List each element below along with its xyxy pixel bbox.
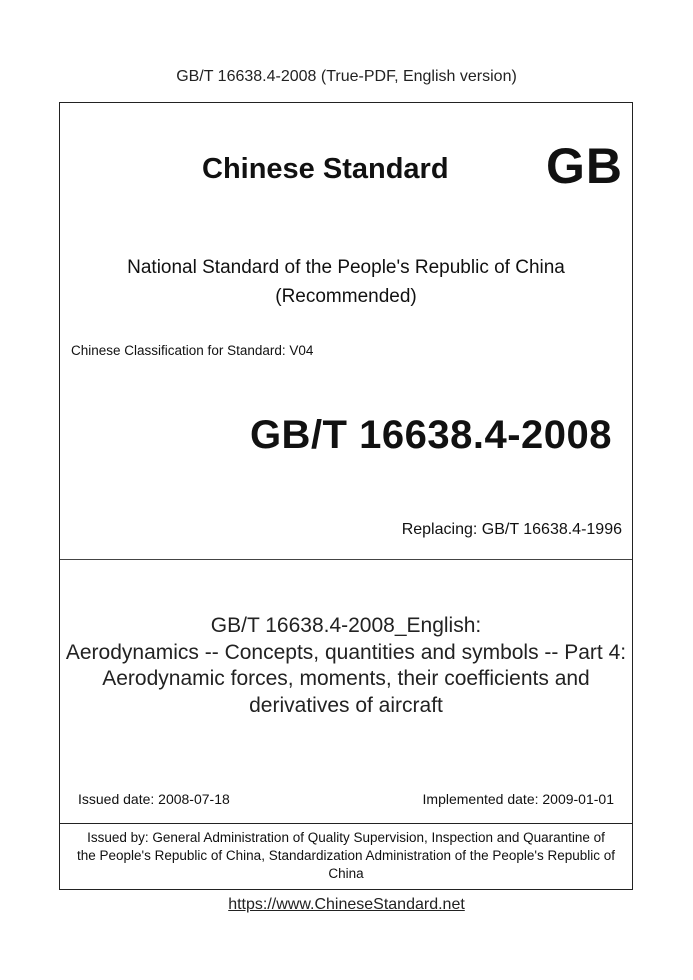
gb-mark: GB	[546, 138, 623, 194]
issuer-line: China	[328, 866, 364, 881]
issuer-line: Issued by: General Administration of Quality Supervision, Inspection and Quarantine of	[87, 830, 605, 845]
implemented-date: Implemented date: 2009-01-01	[422, 791, 614, 807]
cover-top-section	[60, 103, 632, 560]
cover-bottom-section	[60, 559, 632, 919]
document-title-line: GB/T 16638.4-2008_English:	[210, 614, 482, 637]
document-title-line: derivatives of aircraft	[249, 693, 443, 717]
replacing-text: Replacing: GB/T 16638.4-1996	[401, 521, 622, 538]
cover-frame	[59, 102, 633, 890]
classification-text: Chinese Classification for Standard: V04	[71, 343, 314, 358]
document-title-line: Aerodynamic forces, moments, their coefficients and	[102, 667, 590, 690]
website-link[interactable]: https://www.ChineseStandard.net	[228, 896, 465, 913]
national-line-1: National Standard of the People's Republic of China	[127, 257, 565, 278]
issuer-line: the People's Republic of China, Standardization Administration of the People's Republic of	[77, 848, 615, 863]
issuer-box	[60, 823, 632, 889]
standard-number: GB/T 16638.4-2008	[249, 413, 612, 457]
national-standard-heading	[60, 253, 632, 311]
standard-label: Chinese Standard	[202, 153, 449, 185]
issued-date: Issued date: 2008-07-18	[78, 791, 230, 807]
document-title	[60, 613, 632, 719]
national-line-2: (Recommended)	[275, 286, 417, 307]
document-title-line: Aerodynamics -- Concepts, quantities and symbols -- Part 4:	[65, 640, 627, 664]
page-header-title: GB/T 16638.4-2008 (True-PDF, English version)	[176, 68, 517, 85]
